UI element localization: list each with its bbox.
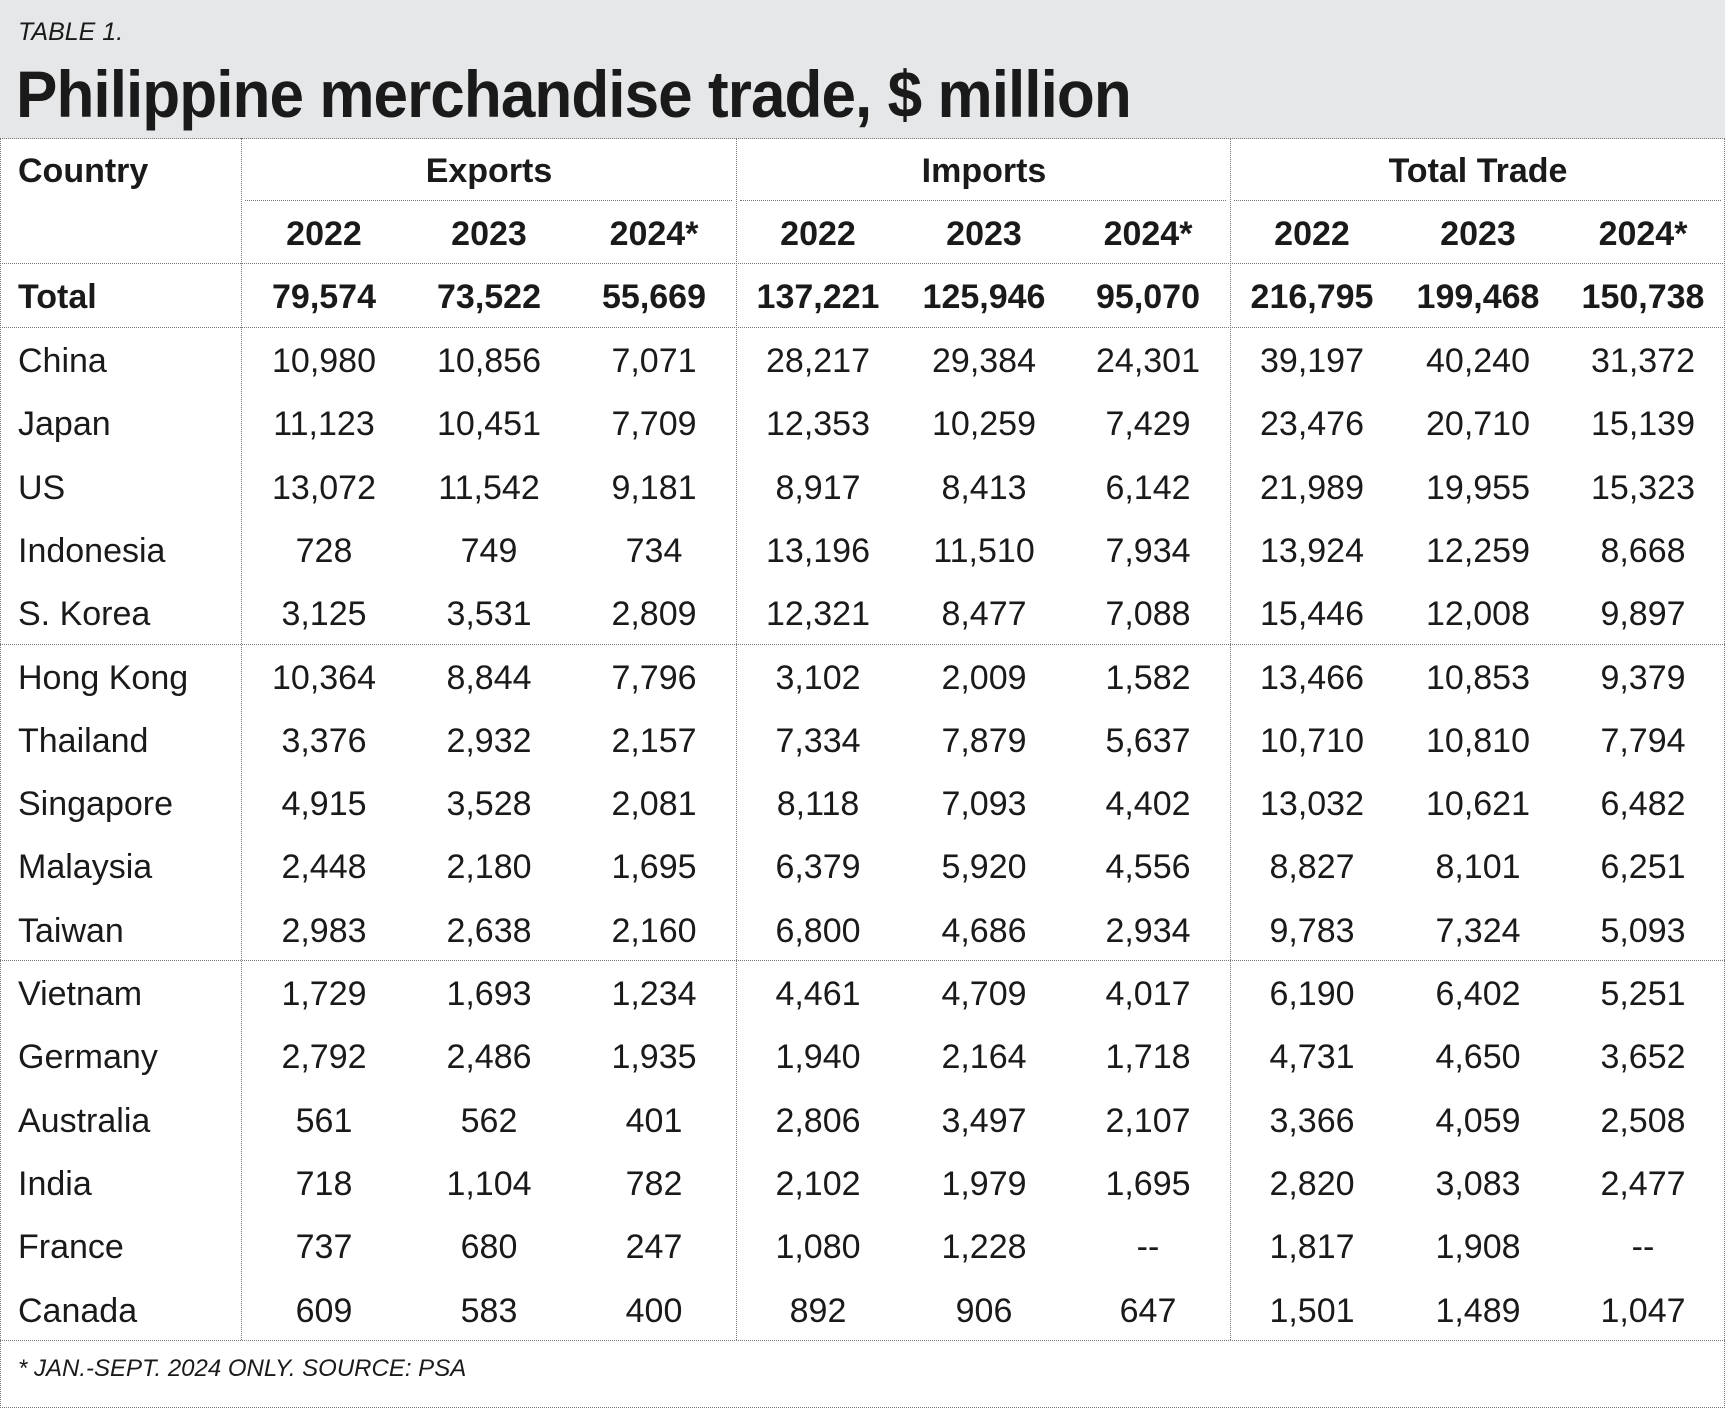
table-cell-value: 7,093 — [941, 785, 1027, 824]
table-cell-value: 2,157 — [611, 721, 697, 760]
table-cell-value: 11,123 — [273, 405, 375, 444]
table-cell-value: 2,486 — [446, 1038, 532, 1077]
table-cell-value: 13,032 — [1260, 785, 1364, 824]
table-cell-value: 11,510 — [933, 531, 1035, 570]
table-cell-value: 2,508 — [1600, 1101, 1686, 1140]
table-cell-value: 4,017 — [1105, 975, 1191, 1013]
section-divider — [0, 644, 1725, 645]
table-cell-value: 7,879 — [941, 721, 1027, 760]
table-cell-value: 13,924 — [1260, 531, 1364, 570]
table-cell-value: 8,917 — [775, 468, 861, 507]
table-cell-value: 680 — [460, 1228, 518, 1267]
table-cell-value: 8,827 — [1269, 848, 1355, 887]
table-cell-value: 734 — [625, 531, 683, 570]
table-cell-value: 6,142 — [1105, 468, 1191, 507]
country-name: Australia — [18, 1101, 151, 1140]
table-cell-value: 2,792 — [281, 1038, 367, 1077]
country-name: India — [18, 1164, 92, 1203]
table-cell-value: 10,810 — [1426, 721, 1530, 760]
table-cell-value: 7,709 — [611, 405, 697, 444]
table-cell-value: 562 — [460, 1101, 518, 1140]
table-cell-value: 1,940 — [775, 1038, 861, 1077]
table-cell-value: 39,197 — [1260, 342, 1364, 380]
table-cell-value: 23,476 — [1260, 405, 1364, 444]
table-cell-value: 3,652 — [1600, 1038, 1686, 1077]
table-cell-value: 4,709 — [941, 975, 1027, 1013]
table-cell-value: 20,710 — [1426, 405, 1530, 444]
group-underline — [245, 200, 732, 201]
table-cell-value: 24,301 — [1096, 342, 1200, 380]
group-underline — [740, 200, 1226, 201]
table-cell-value: 4,650 — [1435, 1038, 1521, 1077]
country-name: US — [18, 468, 66, 507]
footer-divider — [0, 1340, 1725, 1341]
table-cell-value: 3,102 — [775, 658, 861, 697]
table-cell-value: 10,621 — [1426, 785, 1530, 824]
table-cell-value: 3,528 — [446, 785, 532, 824]
table-cell-value: 728 — [295, 531, 353, 570]
table-cell-value: 1,695 — [1105, 1164, 1191, 1203]
table-cell-value: 1,501 — [1269, 1291, 1355, 1330]
table-cell-value: 737 — [295, 1228, 353, 1267]
table-cell-value: 609 — [295, 1291, 353, 1330]
table-cell-value: 2,160 — [611, 911, 697, 950]
table-cell-value: 4,059 — [1435, 1101, 1521, 1140]
header-divider — [0, 263, 1725, 264]
table-cell-value: 1,695 — [611, 848, 697, 887]
table-title: Philippine merchandise trade, $ million — [16, 57, 1131, 131]
table-cell-value: 2,806 — [775, 1101, 861, 1140]
table-cell-value: 8,118 — [776, 785, 860, 824]
table-cell-value: 3,376 — [281, 721, 367, 760]
table-cell-value: 2,934 — [1105, 911, 1191, 950]
table-cell-value: 12,321 — [766, 595, 870, 634]
table-cell-value: 2,102 — [775, 1164, 861, 1203]
year-header: 2023 — [451, 215, 527, 253]
table-cell-value: 2,477 — [1600, 1164, 1686, 1203]
year-header: 2024* — [1103, 215, 1193, 253]
table-cell-value: 5,920 — [941, 848, 1027, 887]
table-cell-value: 3,125 — [281, 595, 367, 634]
table-cell-value: 4,402 — [1105, 785, 1191, 824]
table-cell-value: 2,107 — [1105, 1101, 1191, 1140]
table-cell-value: 9,379 — [1600, 658, 1686, 697]
table-cell-value: 1,104 — [446, 1164, 532, 1203]
total-value: 125,946 — [922, 278, 1046, 316]
table-cell-value: 1,908 — [1435, 1228, 1521, 1267]
table-cell-value: 15,446 — [1260, 595, 1364, 634]
table-cell-value: 401 — [625, 1101, 683, 1140]
table-cell-value: 2,809 — [611, 595, 697, 634]
table-cell-value: 6,379 — [775, 848, 861, 887]
table-cell-value: 11,542 — [438, 468, 540, 507]
table-cell-value: 15,139 — [1591, 405, 1695, 444]
table-cell-value: 9,783 — [1269, 911, 1355, 950]
country-name: China — [18, 342, 107, 380]
table-cell-value: 2,164 — [941, 1038, 1027, 1077]
table-cell-value: 2,638 — [446, 911, 532, 950]
total-value: 95,070 — [1096, 278, 1200, 316]
table-cell-value: 15,323 — [1591, 468, 1695, 507]
table-cell-value: 8,101 — [1435, 848, 1521, 887]
group-header: Exports — [425, 152, 553, 190]
country-name: Japan — [18, 405, 111, 444]
table-cell-value: 12,008 — [1426, 595, 1530, 634]
table-cell-value: 7,429 — [1105, 405, 1191, 444]
table-cell-value: 647 — [1119, 1291, 1177, 1330]
table-label: TABLE 1. — [18, 18, 124, 46]
total-value: 199,468 — [1416, 278, 1540, 316]
table-cell-value: 4,686 — [941, 911, 1027, 950]
year-header: 2024* — [1598, 215, 1688, 253]
year-header: 2022 — [1274, 215, 1350, 253]
country-name: Germany — [18, 1038, 158, 1077]
year-header: 2024* — [609, 215, 699, 253]
table-cell-value: 2,448 — [281, 848, 367, 887]
table-cell-value: 6,402 — [1435, 975, 1521, 1013]
country-name: Malaysia — [18, 848, 153, 887]
table-cell-value: 7,794 — [1600, 721, 1686, 760]
country-name: Thailand — [18, 721, 149, 760]
table-cell-value: 6,482 — [1600, 785, 1686, 824]
table-cell-value: 1,080 — [775, 1228, 861, 1267]
table-cell-value: 4,556 — [1105, 848, 1191, 887]
table-cell-value: 10,451 — [437, 405, 541, 444]
table-cell-value: 782 — [625, 1164, 683, 1203]
table-cell-value: 7,334 — [775, 721, 861, 760]
table-cell-value: 2,180 — [446, 848, 532, 887]
table-cell-value: 7,934 — [1105, 531, 1191, 570]
column-divider — [736, 138, 737, 1340]
table-cell-value: 7,324 — [1435, 911, 1521, 950]
table-cell-value: -- — [1136, 1228, 1160, 1267]
table-cell-value: 3,531 — [446, 595, 532, 634]
country-column-header: Country — [18, 152, 149, 190]
table-cell-value: 9,897 — [1600, 595, 1686, 634]
table-cell-value: 5,093 — [1600, 911, 1686, 950]
table-cell-value: 21,989 — [1260, 468, 1364, 507]
table-cell-value: 400 — [625, 1291, 683, 1330]
table-cell-value: 1,935 — [611, 1038, 697, 1077]
year-header: 2022 — [286, 215, 362, 253]
table-cell-value: 31,372 — [1591, 342, 1695, 380]
table-cell-value: 12,259 — [1426, 531, 1530, 570]
table-cell-value: 1,729 — [281, 975, 367, 1013]
table-cell-value: 4,731 — [1269, 1038, 1355, 1077]
table-cell-value: 10,710 — [1260, 721, 1364, 760]
table-cell-value: 561 — [295, 1101, 353, 1140]
table-cell-value: 10,980 — [272, 342, 376, 380]
table-cell-value: 3,366 — [1269, 1101, 1355, 1140]
table-cell-value: 892 — [789, 1291, 847, 1330]
table-cell-value: 2,983 — [281, 911, 367, 950]
table-cell-value: 6,251 — [1600, 848, 1686, 887]
table-cell-value: 4,915 — [281, 785, 367, 824]
section-divider — [0, 960, 1725, 961]
total-divider — [0, 327, 1725, 328]
table-cell-value: 10,853 — [1426, 658, 1530, 697]
total-value: 150,738 — [1581, 278, 1705, 316]
table-cell-value: 1,489 — [1435, 1291, 1521, 1330]
group-header: Imports — [921, 152, 1047, 190]
table-cell-value: 5,251 — [1600, 975, 1686, 1013]
table-cell-value: 8,844 — [446, 658, 532, 697]
table-cell-value: 1,047 — [1600, 1291, 1686, 1330]
table-cell-value: 247 — [625, 1228, 683, 1267]
table-cell-value: 7,071 — [611, 342, 697, 380]
table-cell-value: 1,718 — [1105, 1038, 1191, 1077]
total-value: 55,669 — [602, 278, 706, 316]
table-cell-value: 749 — [460, 531, 518, 570]
table-cell-value: 29,384 — [932, 342, 1036, 380]
table-cell-value: 1,693 — [446, 975, 532, 1013]
table-cell-value: 1,582 — [1105, 658, 1191, 697]
group-header: Total Trade — [1388, 152, 1568, 190]
country-name: Singapore — [18, 785, 174, 824]
table-cell-value: 3,083 — [1435, 1164, 1521, 1203]
year-header: 2023 — [1440, 215, 1516, 253]
table-cell-value: 583 — [460, 1291, 518, 1330]
year-header: 2023 — [946, 215, 1022, 253]
table-cell-value: 1,234 — [611, 975, 697, 1013]
table-cell-value: 8,413 — [941, 468, 1027, 507]
table-footnote: * JAN.-SEPT. 2024 ONLY. SOURCE: PSA — [18, 1355, 467, 1382]
country-name: S. Korea — [18, 595, 151, 634]
total-value: 79,574 — [272, 278, 376, 316]
table-cell-value: 906 — [955, 1291, 1013, 1330]
table-cell-value: 8,668 — [1600, 531, 1686, 570]
table-cell-value: 718 — [295, 1164, 353, 1203]
total-row-label: Total — [18, 278, 97, 316]
table-cell-value: 19,955 — [1426, 468, 1530, 507]
table-cell-value: 13,466 — [1260, 658, 1364, 697]
table-cell-value: 10,856 — [437, 342, 541, 380]
column-divider — [241, 138, 242, 1340]
table-cell-value: 7,796 — [611, 658, 697, 697]
country-name: Taiwan — [18, 911, 124, 950]
table-cell-value: 13,196 — [766, 531, 870, 570]
total-value: 216,795 — [1250, 278, 1374, 316]
table-cell-value: 4,461 — [775, 975, 861, 1013]
table-cell-value: 12,353 — [766, 405, 870, 444]
table-header — [0, 0, 1725, 139]
table-cell-value: 10,259 — [932, 405, 1036, 444]
table-cell-value: 1,228 — [941, 1228, 1027, 1267]
table-cell-value: 2,081 — [611, 785, 697, 824]
table-cell-value: 10,364 — [272, 658, 376, 697]
country-name: Hong Kong — [18, 658, 189, 697]
table-cell-value: 3,497 — [941, 1101, 1027, 1140]
table-cell-value: 2,932 — [446, 721, 532, 760]
table-cell-value: -- — [1631, 1228, 1655, 1267]
table-cell-value: 40,240 — [1426, 342, 1530, 380]
table-cell-value: 6,800 — [775, 911, 861, 950]
country-name: Indonesia — [18, 531, 166, 570]
year-header: 2022 — [780, 215, 856, 253]
table-cell-value: 13,072 — [272, 468, 376, 507]
table-cell-value: 28,217 — [766, 342, 870, 380]
total-value: 137,221 — [756, 278, 880, 316]
group-underline — [1234, 200, 1721, 201]
total-value: 73,522 — [437, 278, 541, 316]
country-name: Vietnam — [18, 975, 143, 1013]
table-cell-value: 2,820 — [1269, 1164, 1355, 1203]
table-cell-value: 1,817 — [1269, 1228, 1355, 1267]
table-cell-value: 5,637 — [1105, 721, 1191, 760]
table-cell-value: 7,088 — [1105, 595, 1191, 634]
table-cell-value: 9,181 — [611, 468, 697, 507]
table-cell-value: 2,009 — [941, 658, 1027, 697]
table-cell-value: 1,979 — [941, 1164, 1027, 1203]
table-cell-value: 8,477 — [941, 595, 1027, 634]
country-name: Canada — [18, 1291, 138, 1330]
column-divider — [1230, 138, 1231, 1340]
table-cell-value: 6,190 — [1269, 975, 1355, 1013]
country-name: France — [18, 1228, 124, 1267]
